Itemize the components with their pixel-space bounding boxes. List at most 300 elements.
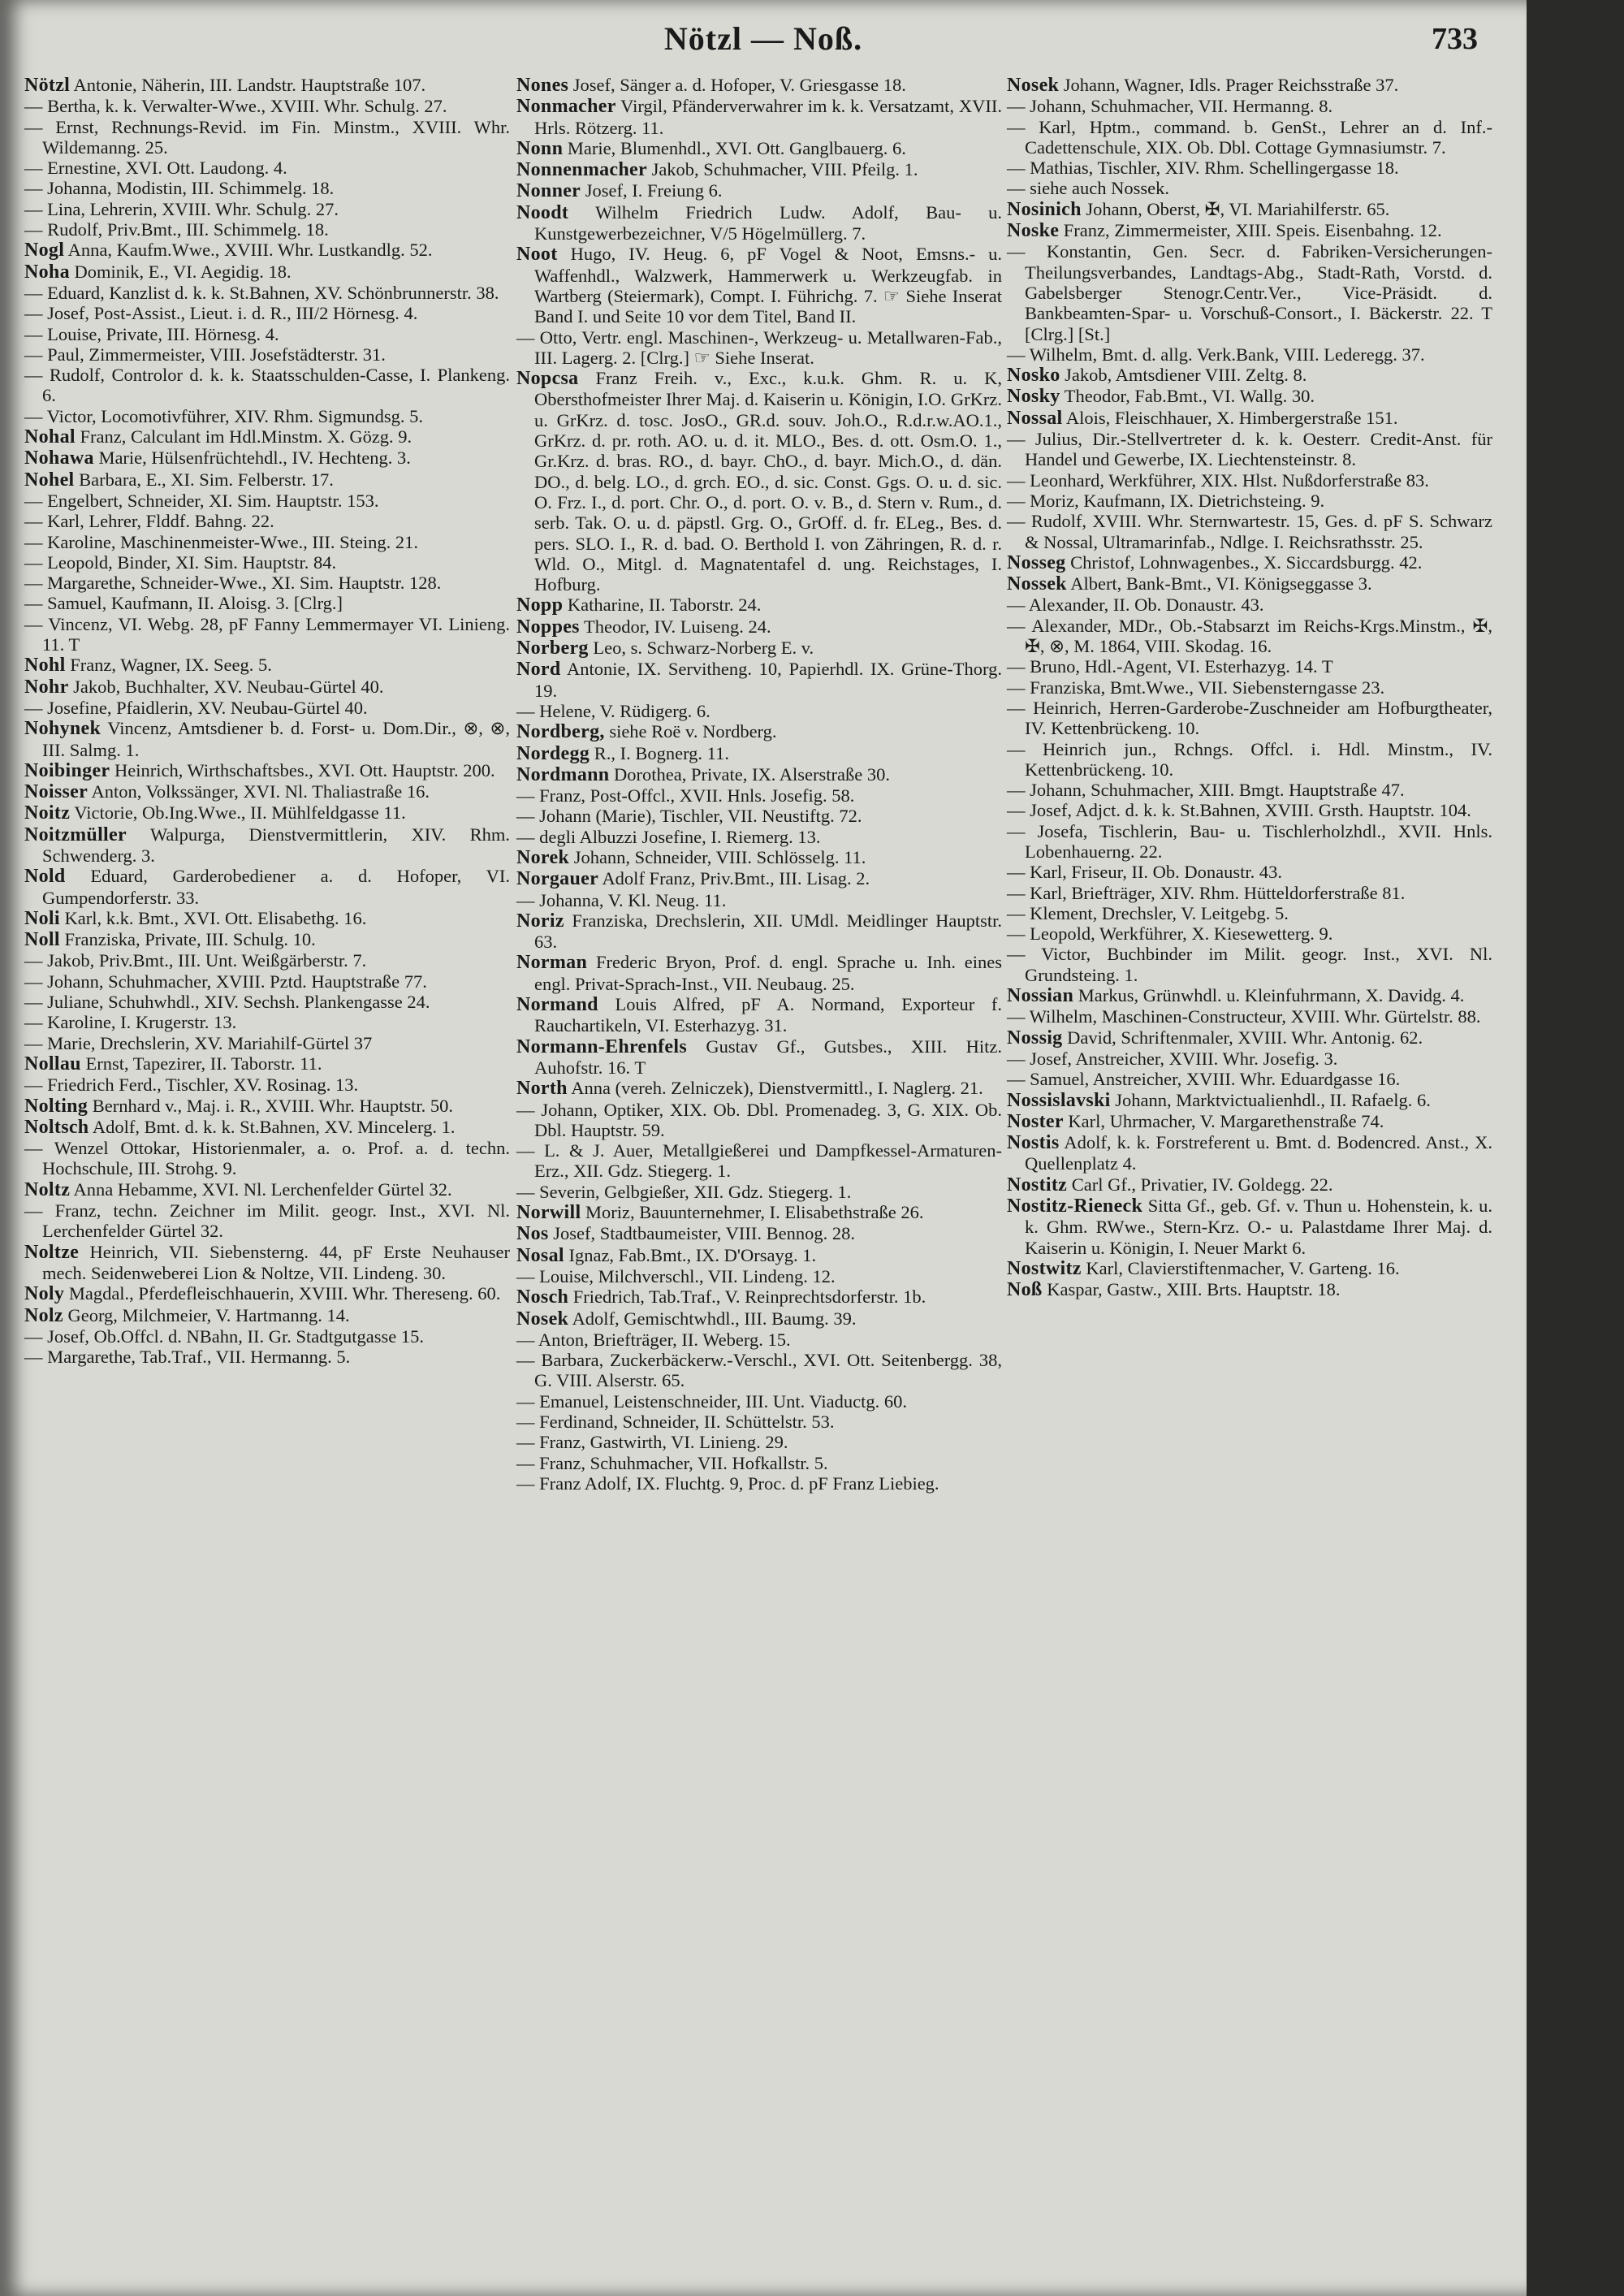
directory-entry [516, 764, 1002, 785]
directory-entry [24, 448, 510, 469]
entry-details: Karl, k.k. Bmt., XVI. Ott. Elisabethg. 16. [64, 907, 367, 928]
directory-entry [1007, 408, 1492, 429]
directory-entry [1007, 903, 1492, 923]
column-2 [516, 75, 1002, 1494]
entry-details: Walpurga, Dienstvermittlerin, XIV. Rhm. Schwenderg. 3. [42, 824, 510, 866]
directory-entry [516, 1223, 1002, 1244]
entry-details: — Vincenz, VI. Webg. 28, pF Fanny Lemmermayer VI. Linieng. 11. T [24, 613, 510, 655]
directory-entry [1007, 117, 1492, 158]
directory-entry [1007, 821, 1492, 863]
entry-details: Heinrich, Wirthschaftsbes., XVI. Ott. Hauptstr. 200. [114, 759, 495, 780]
entry-details: — Josef, Ob.Offcl. d. NBahn, II. Gr. Stadtgutgasse 15. [24, 1325, 425, 1347]
entry-details: Frederic Bryon, Prof. d. engl. Sprache u. Inh. eines engl. Privat-Sprach-Inst., VII. Neubaug. 25. [534, 952, 1003, 994]
entry-details: — Franz, techn. Zeichner im Milit. geogr. Inst., XVI. Nl. Lerchenfelder Gürtel 32. [24, 1200, 510, 1242]
directory-entry [516, 1078, 1002, 1099]
entry-details: Adolf, k. k. Forstreferent u. Bmt. d. Bodencred. Anst., X. Quellenplatz 4. [1025, 1132, 1492, 1174]
entry-details: Anna, Kaufm.Wwe., XVIII. Whr. Lustkandlg. 52. [67, 240, 433, 261]
entry-details: — Johann, Schuhmacher, XIII. Bmgt. Hauptstraße 47. [1007, 780, 1405, 801]
directory-entry [1007, 158, 1492, 178]
directory-entry [24, 573, 510, 593]
directory-entry [1007, 1069, 1492, 1089]
entry-details: Marie, Hülsenfrüchtehdl., IV. Hechteng. 3. [98, 448, 411, 469]
entry-details: Karl, Uhrmacher, V. Margarethenstraße 74. [1068, 1110, 1384, 1131]
entry-details: Leo, s. Schwarz-Norberg E. v. [593, 638, 814, 659]
entry-details: — Ernestine, XVI. Ott. Laudong. 4. [24, 158, 287, 179]
entry-details: Moriz, Bauunternehmer, I. Elisabethstraße 26. [585, 1202, 924, 1223]
entry-details: — Louise, Milchverschl., VII. Lindeng. 12. [516, 1265, 836, 1286]
directory-entry [24, 760, 510, 781]
directory-entry [24, 677, 510, 698]
entry-details: Johann, Marktvictualienhdl., II. Rafaelg. 6. [1115, 1089, 1431, 1110]
directory-entry [516, 616, 1002, 638]
directory-entry [516, 1412, 1002, 1432]
directory-entry [24, 199, 510, 219]
entry-details: — siehe auch Nossek. [1007, 178, 1169, 199]
directory-entry [1007, 1111, 1492, 1132]
directory-entry [24, 1012, 510, 1032]
directory-entry [516, 1453, 1002, 1473]
entry-details: — Otto, Vertr. engl. Maschinen-, Werkzeug- u. Metallwaren-Fab., III. Lagerg. 2. [Clrg.] ☞ Siehe Inserat. [516, 326, 1002, 368]
column-1 [24, 75, 510, 1367]
directory-entry [1007, 178, 1492, 198]
entry-details: — Emanuel, Leistenschneider, III. Unt. Viaductg. 60. [516, 1390, 907, 1412]
entry-details: Heinrich, VII. Siebensterng. 44, pF Erste Neuhauser mech. Seidenweberei Lion & Noltze, VII. Lindeng. 30. [42, 1241, 510, 1283]
entry-surname: Nonner [516, 180, 581, 202]
entry-details: — Josef, Post-Assist., Lieut. i. d. R., III/2 Hörnesg. 4. [24, 303, 418, 324]
directory-entry [516, 910, 1002, 953]
directory-entry [1007, 75, 1492, 96]
entry-details: Jakob, Buchhalter, XV. Neubau-Gürtel 40. [73, 676, 384, 697]
entry-details: — Johann, Schuhmacher, VII. Hermanng. 8. [1007, 96, 1333, 117]
directory-entry [24, 1242, 510, 1284]
entry-surname: Nos [516, 1223, 549, 1245]
directory-entry [1007, 985, 1492, 1006]
directory-entry [1007, 220, 1492, 241]
entry-details: Hugo, IV. Heug. 6, pF Vogel & Noot, Emsns.- u. Waffenhdl., Walzwerk, Hammerwerk u. Werkzeugfab. in Wartberg (Steiermark), Compt. I. Führichg. 7. ☞ Siehe Inserat Band I. und Seite 10 vor dem Titel, Band II. [534, 244, 1002, 327]
entry-details: — Bruno, Hdl.-Agent, VI. Esterhazyg. 14. T [1007, 656, 1333, 677]
page-number: 733 [1432, 22, 1478, 56]
entry-surname: Nordmann [516, 763, 610, 785]
entry-surname: Nones [516, 75, 569, 96]
entry-details: — Lina, Lehrerin, XVIII. Whr. Schulg. 27. [24, 198, 339, 219]
entry-details: Christof, Lohnwagenbes., X. Siccardsburgg. 42. [1070, 551, 1423, 573]
entry-details: — Victor, Locomotivführer, XIV. Rhm. Sigmundsg. 5. [24, 405, 423, 426]
directory-entry [516, 701, 1002, 721]
directory-entry [24, 655, 510, 676]
entry-details: — Heinrich jun., Rchngs. Offcl. i. Hdl. Minstm., IV. Kettenbrückeng. 10. [1007, 738, 1492, 780]
directory-entry [24, 971, 510, 992]
directory-entry [516, 1391, 1002, 1412]
directory-entry [1007, 1027, 1492, 1049]
directory-entry [24, 866, 510, 908]
entry-details: — Franziska, Bmt.Wwe., VII. Siebensterngasse 23. [1007, 677, 1385, 698]
entry-details: — Samuel, Anstreicher, XVIII. Whr. Eduardgasse 16. [1007, 1069, 1401, 1090]
entry-details: — Marie, Drechslerin, XV. Mariahilf-Gürtel 37 [24, 1032, 373, 1053]
entry-surname: Norberg [516, 638, 589, 659]
entry-details: — Johann (Marie), Tischler, VII. Neustiftg. 72. [516, 806, 862, 827]
directory-entry [24, 1283, 510, 1304]
entry-surname: Nohal [24, 426, 76, 448]
entry-surname: Noppes [516, 616, 580, 638]
entry-details: siehe Roë v. Nordberg. [609, 721, 777, 742]
entry-surname: Nostitz-Rieneck [1007, 1196, 1143, 1217]
directory-entry [24, 406, 510, 426]
directory-entry [1007, 365, 1492, 386]
directory-entry [24, 992, 510, 1012]
directory-entry [516, 244, 1002, 326]
entry-surname: Noll [24, 929, 60, 951]
entry-details: — Engelbert, Schneider, XI. Sim. Hauptstr. 153. [24, 490, 379, 511]
directory-entry [516, 159, 1002, 180]
entry-surname: Noitz [24, 802, 71, 824]
entry-details: — Moriz, Kaufmann, IX. Dietrichsteing. 9. [1007, 490, 1325, 511]
entry-surname: Nohynek [24, 718, 102, 740]
entry-details: Adolf, Gemischtwhdl., III. Baumg. 39. [572, 1308, 857, 1329]
entry-details: David, Schriftenmaler, XVIII. Whr. Antonig. 62. [1067, 1027, 1423, 1048]
entry-details: — Jakob, Priv.Bmt., III. Unt. Weißgärberstr. 7. [24, 950, 367, 971]
directory-entry [24, 824, 510, 867]
directory-entry [24, 929, 510, 950]
entry-surname: Nossian [1007, 985, 1074, 1007]
directory-entry [516, 1036, 1002, 1079]
directory-entry [516, 827, 1002, 847]
directory-entry [516, 1182, 1002, 1202]
entry-surname: Nold [24, 866, 66, 888]
directory-entry [1007, 429, 1492, 470]
entry-surname: Nötzl [24, 75, 71, 96]
directory-entry [1007, 862, 1492, 882]
entry-surname: Nostitz [1007, 1174, 1068, 1196]
entry-details: — Karoline, Maschinenmeister-Wwe., III. Steing. 21. [24, 531, 419, 552]
entry-details: — Margarethe, Schneider-Wwe., XI. Sim. Hauptstr. 128. [24, 573, 442, 594]
entry-details: — Severin, Gelbgießer, XII. Gdz. Stiegerg. 1. [516, 1181, 852, 1202]
entry-details: — Rudolf, Controlor d. k. k. Staatsschulden-Casse, I. Plankeng. 6. [24, 365, 510, 406]
entry-details: — Rudolf, Priv.Bmt., III. Schimmelg. 18. [24, 219, 329, 240]
directory-entry [24, 75, 510, 96]
directory-entry [1007, 944, 1492, 985]
entry-surname: Noltsch [24, 1116, 89, 1138]
entry-details: — Friedrich Ferd., Tischler, XV. Rosinag. 13. [24, 1074, 359, 1096]
directory-entry [1007, 344, 1492, 365]
directory-entry [516, 890, 1002, 910]
directory-entry [1007, 800, 1492, 820]
directory-entry [24, 426, 510, 448]
entry-details: — Karl, Friseur, II. Ob. Donaustr. 43. [1007, 862, 1283, 883]
entry-surname: Nonmacher [516, 96, 616, 118]
directory-entry [1007, 552, 1492, 573]
directory-entry [24, 1200, 510, 1242]
entry-details: — Wilhelm, Maschinen-Constructeur, XVIII. Whr. Gürtelstr. 88. [1007, 1006, 1481, 1027]
entry-details: Franziska, Private, III. Schulg. 10. [64, 929, 316, 950]
directory-entry [516, 847, 1002, 868]
entry-details: Theodor, Fab.Bmt., VI. Wallg. 30. [1064, 386, 1315, 407]
entry-surname: Noster [1007, 1110, 1064, 1132]
entry-details: Eduard, Garderobediener a. d. Hofoper, VI. Gumpendorferstr. 33. [42, 866, 511, 908]
directory-entry [516, 1432, 1002, 1452]
entry-surname: Nosal [516, 1244, 564, 1266]
entry-details: Antonie, Näherin, III. Landstr. Hauptstraße 107. [73, 75, 426, 95]
directory-entry [516, 1473, 1002, 1494]
directory-entry [24, 240, 510, 261]
directory-entry [24, 781, 510, 802]
directory-entry [24, 552, 510, 573]
entry-details: Franz, Zimmermeister, XIII. Speis. Eisenbahng. 12. [1063, 220, 1442, 241]
entry-details: — Margarethe, Tab.Traf., VII. Hermanng. 5. [24, 1347, 351, 1368]
entry-surname: Nordegg [516, 742, 590, 764]
directory-entry [24, 303, 510, 323]
directory-entry [24, 158, 510, 178]
entry-details: Wilhelm Friedrich Ludw. Adolf, Bau- u. Kunstgewerbezeichner, V/5 Högelmüllerg. 7. [534, 201, 1002, 244]
entry-surname: Norman [516, 952, 588, 974]
directory-entry [24, 178, 510, 198]
directory-entry [516, 1330, 1002, 1350]
entry-details: — Ferdinand, Schneider, II. Schüttelstr. 53. [516, 1412, 835, 1432]
entry-surname: Nossislavski [1007, 1089, 1111, 1111]
entry-details: Karl, Clavierstiftenmacher, V. Garteng. 16. [1086, 1257, 1400, 1278]
entry-details: — Karoline, I. Krugerstr. 13. [24, 1012, 237, 1033]
directory-entry [24, 262, 510, 283]
entry-details: — Franz, Post-Offcl., XVII. Hnls. Josefig. 58. [516, 785, 855, 806]
directory-entry [1007, 883, 1492, 903]
entry-details: Theodor, IV. Luiseng. 24. [584, 616, 771, 637]
entry-details: Gustav Gf., Gutsbes., XIII. Hitz. Auhofstr. 16. T [534, 1036, 1002, 1078]
entry-details: — Johann, Optiker, XIX. Ob. Dbl. Promenadeg. 3, G. XIX. Ob. Dbl. Hauptstr. 59. [516, 1099, 1002, 1140]
entry-surname: Nosko [1007, 365, 1060, 387]
directory-entry [1007, 199, 1492, 220]
directory-entry [516, 952, 1002, 994]
entry-details: Franz Freih. v., Exc., k.u.k. Ghm. R. u. K, Obersthofmeister Ihrer Maj. d. Kaiserin u. Königin, I.O. GrKrz. u. GrKrz. d. tosc. JosO., GR.d. souv. Joh.O., R.d.r.w.AO.1., GrKrz. d. pr. roth. AO. u. d. it. MLO., Bes. d. ott. Osm.O. 1., Gr.Krz. d. bras. RO., d. bayr. ChO., d. bayr. Mich.O., d. dän. DO., d. belg. LO., d. grch. EO., d. sic. Const. Ggs. O. u. d. sic. O. Frz. I., d. port. Chr. O., d. port. O. v. B., d. Stern v. Rum., d. serb. Tak. O. u. d. päpstl. Grg. O., GrOff. d. fr. ELeg., Bes. d. pers. SLO. I., R. d. bad. O. Berthold I. von Zähringen, R. d. r. Wld. O., Mitgl. d. Magnatentafel d. ung. Reichstages, I. Hofburg. [534, 368, 1003, 595]
entry-details: — Heinrich, Herren-Garderobe-Zuschneider am Hofburgtheater, IV. Kettenbrückeng. 10. [1007, 697, 1492, 739]
directory-entry [516, 785, 1002, 806]
entry-details: R., I. Bognerg. 11. [594, 742, 729, 763]
entry-details: Jakob, Amtsdiener VIII. Zeltg. 8. [1065, 365, 1307, 386]
entry-surname: Nonnenmacher [516, 159, 647, 181]
entry-surname: Norek [516, 846, 570, 868]
column-3 [1007, 75, 1492, 1301]
directory-entry [1007, 1196, 1492, 1258]
entry-details: — Rudolf, XVIII. Whr. Sternwartestr. 15, Ges. d. pF S. Schwarz & Nossal, Ultramarinfab., Ndlge. I. Reichsrathsstr. 25. [1007, 511, 1492, 552]
entry-surname: Noltz [24, 1178, 71, 1200]
directory-entry [516, 1202, 1002, 1223]
entry-details: Antonie, IX. Servitheng. 10, Papierhdl. IX. Grüne-Thorg. 19. [534, 659, 1002, 701]
entry-surname: Nopcsa [516, 368, 579, 390]
directory-entry [516, 595, 1002, 616]
directory-entry [516, 1308, 1002, 1330]
entry-surname: Noibinger [24, 759, 110, 781]
entry-details: — Eduard, Kanzlist d. k. k. St.Bahnen, XV. Schönbrunnerstr. 38. [24, 282, 499, 303]
directory-entry [1007, 698, 1492, 739]
directory-entry [516, 1140, 1002, 1182]
entry-surname: Nolting [24, 1095, 89, 1117]
entry-details: — Josef, Anstreicher, XVIII. Whr. Josefig. 3. [1007, 1048, 1338, 1069]
entry-details: Louis Alfred, pF A. Normand, Exporteur f. Rauchartikeln, VI. Esterhazyg. 31. [534, 994, 1002, 1036]
directory-entry [24, 365, 510, 406]
entry-details: Anna Hebamme, XVI. Nl. Lerchenfelder Gürtel 32. [73, 1178, 452, 1200]
directory-entry [1007, 96, 1492, 116]
directory-entry [1007, 511, 1492, 552]
directory-entry [24, 532, 510, 552]
entry-surname: Nostis [1007, 1132, 1060, 1154]
entry-surname: Nosch [516, 1286, 569, 1308]
entry-details: Katharine, II. Taborstr. 24. [567, 595, 762, 616]
directory-entry [1007, 656, 1492, 677]
entry-details: — Victor, Buchbinder im Milit. geogr. Inst., XVI. Nl. Grundsteing. 1. [1007, 944, 1492, 985]
entry-details: Franz, Calculant im Hdl.Minstm. X. Gözg. 9. [80, 426, 412, 448]
directory-entry [516, 202, 1002, 244]
directory-entry [24, 344, 510, 365]
running-head: Nötzl — Noß. [663, 20, 863, 57]
entry-details: — Karl, Hptm., command. b. GenSt., Lehrer an d. Inf.-Cadettenschule, XIX. Ob. Dbl. Cottage Gymnasiumstr. 7. [1007, 116, 1492, 158]
entry-surname: Norwill [516, 1202, 581, 1224]
directory-entry [24, 96, 510, 116]
entry-surname: Nosek [516, 1308, 569, 1330]
directory-entry [1007, 1174, 1492, 1196]
directory-entry [1007, 491, 1492, 511]
entry-details: Johann, Schneider, VIII. Schlösselg. 11. [573, 846, 866, 867]
entry-details: Vincenz, Amtsdiener b. d. Forst- u. Dom.Dir., ⊗, ⊗, III. Salmg. 1. [42, 718, 510, 760]
entry-details: Dorothea, Private, IX. Alserstraße 30. [614, 763, 890, 785]
entry-details: — degli Albuzzi Josefine, I. Riemerg. 13. [516, 826, 821, 847]
entry-details: — Juliane, Schuhwhdl., XIV. Sechsh. Plankengasse 24. [24, 992, 430, 1013]
directory-entry [24, 469, 510, 491]
entry-surname: Nohel [24, 469, 75, 491]
directory-entry [516, 721, 1002, 742]
entry-details: Franz, Wagner, IX. Seeg. 5. [70, 655, 272, 676]
directory-entry [516, 1266, 1002, 1286]
entry-surname: Noitzmüller [24, 824, 127, 845]
entry-details: — Julius, Dir.-Stellvertreter d. k. k. Oesterr. Credit-Anst. für Handel und Gewerbe, IX. Liechtensteinstr. 8. [1007, 429, 1492, 470]
directory-entry [24, 1179, 510, 1200]
entry-surname: Nossig [1007, 1027, 1063, 1049]
entry-details: Georg, Milchmeier, V. Hartmanng. 14. [67, 1304, 350, 1325]
entry-surname: Nonn [516, 137, 564, 159]
entry-details: Bernhard v., Maj. i. R., XVIII. Whr. Hauptstr. 50. [92, 1095, 454, 1116]
directory-entry [516, 868, 1002, 889]
entry-surname: Noly [24, 1283, 65, 1305]
directory-entry [516, 138, 1002, 159]
entry-surname: Nossal [1007, 407, 1063, 429]
directory-entry [24, 1326, 510, 1347]
entry-details: — Anton, Briefträger, II. Weberg. 15. [516, 1329, 791, 1350]
entry-surname: Noisser [24, 781, 89, 803]
entry-details: — Louise, Private, III. Hörnesg. 4. [24, 323, 279, 344]
entry-details: Carl Gf., Privatier, IV. Goldegg. 22. [1071, 1174, 1333, 1195]
entry-details: Adolf Franz, Priv.Bmt., III. Lisag. 2. [602, 868, 870, 889]
entry-details: — Wenzel Ottokar, Historienmaler, a. o. Prof. a. d. techn. Hochschule, III. Strohg. 9. [24, 1138, 510, 1179]
entry-details: Victorie, Ob.Ing.Wwe., II. Mühlfeldgasse 11. [74, 802, 406, 824]
entry-details: — Bertha, k. k. Verwalter-Wwe., XVIII. Whr. Schulg. 27. [24, 96, 447, 117]
directory-entry [516, 96, 1002, 138]
entry-surname: Nogl [24, 240, 65, 262]
directory-entry [516, 994, 1002, 1036]
directory-entry [24, 1096, 510, 1117]
directory-entry [24, 614, 510, 655]
directory-entry [24, 718, 510, 760]
entry-details: Barbara, E., XI. Sim. Felberstr. 17. [79, 469, 334, 490]
entry-details: Friedrich, Tab.Traf., V. Reinprechtsdorferstr. 1b. [572, 1286, 926, 1308]
entry-details: — Wilhelm, Bmt. d. allg. Verk.Bank, VIII. Lederegg. 37. [1007, 344, 1425, 365]
directory-entry [24, 1074, 510, 1095]
entry-surname: Nord [516, 659, 561, 681]
entry-surname: Nosseg [1007, 551, 1066, 573]
directory-entry [516, 1100, 1002, 1141]
entry-details: — Franz Adolf, IX. Fluchtg. 9, Proc. d. pF Franz Liebieg. [516, 1472, 939, 1494]
directory-entry [1007, 595, 1492, 615]
directory-entry [1007, 1049, 1492, 1069]
directory-entry [1007, 470, 1492, 491]
entry-details: Josef, Stadtbaumeister, VIII. Bennog. 28. [553, 1223, 855, 1244]
entry-details: — Alexander, MDr., Ob.-Stabsarzt im Reichs-Krgs.Minstm., ✠, ✠, ⊗, M. 1864, VIII. Skodag. 16. [1007, 615, 1492, 657]
entry-details: — Paul, Zimmermeister, VIII. Josefstädterstr. 31. [24, 344, 386, 365]
entry-details: Franziska, Drechslerin, XII. UMdl. Meidlinger Hauptstr. 63. [534, 910, 1003, 953]
entry-surname: Nollau [24, 1053, 81, 1074]
directory-entry [24, 1033, 510, 1053]
entry-details: — Johanna, Modistin, III. Schimmelg. 18. [24, 178, 335, 199]
entry-surname: Noß [1007, 1279, 1043, 1301]
directory-entry [1007, 241, 1492, 344]
directory-entry [24, 1138, 510, 1179]
entry-details: Magdal., Pferdefleischhauerin, XVIII. Whr. Thereseng. 60. [68, 1283, 501, 1304]
directory-entry [24, 219, 510, 240]
entry-surname: Nohl [24, 655, 66, 677]
directory-entry [516, 75, 1002, 96]
directory-entry [24, 511, 510, 531]
directory-entry [516, 743, 1002, 764]
directory-entry [1007, 677, 1492, 698]
directory-entry [1007, 780, 1492, 800]
entry-surname: Noltze [24, 1241, 80, 1263]
entry-details: — Karl, Lehrer, Flddf. Bahng. 22. [24, 511, 274, 532]
entry-surname: Nosinich [1007, 198, 1082, 220]
directory-entry [516, 659, 1002, 701]
entry-details: — Leopold, Binder, XI. Sim. Hauptstr. 84. [24, 551, 337, 573]
entry-details: Albert, Bank-Bmt., VI. Königseggasse 3. [1070, 573, 1372, 595]
entry-surname: Noodt [516, 201, 569, 223]
directory-entry [24, 698, 510, 718]
entry-surname: Noli [24, 907, 60, 929]
entry-surname: Nosky [1007, 386, 1060, 408]
entry-details: — Franz, Schuhmacher, VII. Hofkallstr. 5. [516, 1452, 828, 1473]
directory-entry [24, 1053, 510, 1074]
entry-details: — Helene, V. Rüdigerg. 6. [516, 700, 710, 721]
directory-entry [24, 491, 510, 511]
entry-details: — Leopold, Werkführer, X. Kiesewetterg. 9. [1007, 923, 1333, 945]
entry-details: — Johanna, V. Kl. Neug. 11. [516, 889, 727, 910]
page-header [0, 18, 1527, 67]
entry-details: Anton, Volkssänger, XVI. Nl. Thaliastraße 16. [91, 781, 430, 802]
entry-details: — Josef, Adjct. d. k. k. St.Bahnen, XVIII. Grsth. Hauptstr. 104. [1007, 800, 1471, 821]
directory-entry [1007, 1090, 1492, 1111]
entry-surname: Noot [516, 244, 558, 266]
entry-details: Kaspar, Gastw., XIII. Brts. Hauptstr. 18. [1047, 1279, 1341, 1300]
entry-surname: Noha [24, 261, 70, 283]
entry-surname: Nossek [1007, 573, 1067, 595]
entry-surname: Normann-Ehrenfels [516, 1036, 687, 1057]
directory-entry [516, 806, 1002, 826]
entry-details: — Barbara, Zuckerbäckerw.-Verschl., XVI. Ott. Seitenbergg. 38, G. VIII. Alserstr. 65. [516, 1350, 1002, 1391]
directory-entry [516, 1245, 1002, 1266]
directory-entry [1007, 923, 1492, 944]
entry-details: Johann, Oberst, ✠, VI. Mariahilferstr. 65. [1086, 198, 1390, 219]
entry-details: — Klement, Drechsler, V. Leitgebg. 5. [1007, 902, 1289, 923]
directory-entry [516, 1286, 1002, 1308]
directory-entry [24, 117, 510, 158]
directory-entry [1007, 739, 1492, 780]
directory-entry [516, 1350, 1002, 1391]
entry-details: — Konstantin, Gen. Secr. d. Fabriken-Versicherungen-Theilungsverbandes, Landtags-Abg., Stadt-Rath, Vorstd. d. Gabelsberger Stenogr.Centr.Ver., Vice-Präsidt. d. Bankbeamten-Spar- u. Vorschuß-Consort., I. Bäckerstr. 22. T [Clrg.] [St.] [1007, 241, 1492, 344]
entry-surname: Nostwitz [1007, 1257, 1082, 1279]
directory-entry [24, 1117, 510, 1138]
